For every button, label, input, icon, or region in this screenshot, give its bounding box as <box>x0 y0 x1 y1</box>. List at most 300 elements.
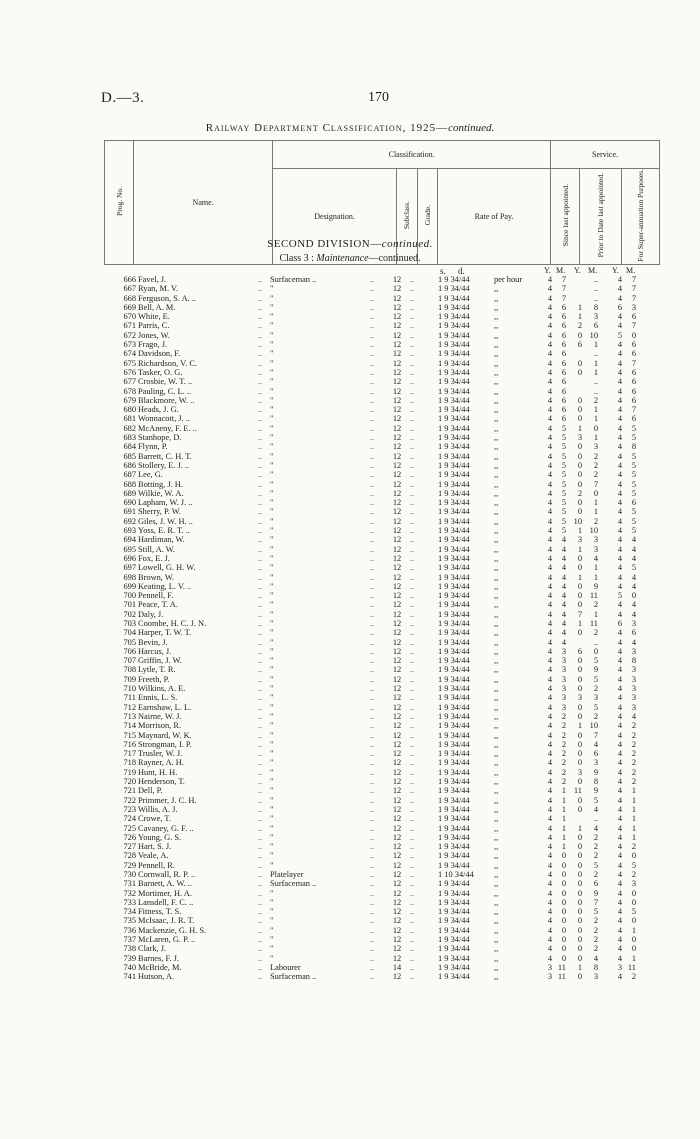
cell-prog-no: 717 <box>123 749 136 759</box>
leader-dots: .. <box>258 451 263 461</box>
cell-prior-years: 1 <box>577 302 582 312</box>
leader-dots: .. <box>410 526 415 536</box>
table-row <box>0 740 700 749</box>
cell-name: Flynn, P. <box>138 442 168 452</box>
cell-rate: 1 9 34/44 <box>438 442 470 452</box>
cell-prog-no: 729 <box>123 860 136 870</box>
cell-since-months: 5 <box>561 488 566 498</box>
cell-name: Hardiman, W. <box>138 535 185 545</box>
table-row <box>0 368 700 377</box>
cell-grade: 12 <box>392 293 402 303</box>
leader-dots: .. <box>258 302 263 312</box>
cell-prog-no: 735 <box>123 916 136 926</box>
cell-since-months: 5 <box>561 460 566 470</box>
cell-rate-per: ,, <box>494 526 499 536</box>
cell-rate: 1 9 34/44 <box>438 321 470 331</box>
leader-dots: .. <box>410 358 415 368</box>
cell-grade: 12 <box>392 479 402 489</box>
cell-designation: " <box>270 312 274 322</box>
cell-rate-per: ,, <box>494 804 499 814</box>
cell-prior-years: 0 <box>577 870 582 879</box>
cell-since-months: 3 <box>561 656 566 666</box>
leader-dots: .. <box>410 581 415 591</box>
cell-rate: 1 9 34/44 <box>438 916 470 926</box>
cell-designation: " <box>270 414 274 424</box>
cell-since-years: 4 <box>547 684 552 694</box>
leader-dots: .. <box>370 414 375 424</box>
cell-name: Willis, A. J. <box>138 804 178 814</box>
cell-prior-years: 0 <box>577 749 582 759</box>
cell-prog-no: 702 <box>123 609 136 619</box>
cell-since-months: 6 <box>561 312 566 322</box>
table-row <box>0 424 700 433</box>
cell-name: Coombe, H. C. J. N. <box>138 618 207 628</box>
cell-designation: " <box>270 935 274 945</box>
leader-dots: .. <box>258 953 263 963</box>
cell-prog-no: 719 <box>123 767 136 777</box>
cell-rate-per: ,, <box>494 423 499 433</box>
cell-rate: 1 9 34/44 <box>438 460 470 470</box>
cell-grade: 12 <box>392 814 402 824</box>
cell-super-months: 6 <box>631 377 636 387</box>
cell-rate: 1 9 34/44 <box>438 386 470 396</box>
cell-rate: 1 9 34/44 <box>438 795 470 805</box>
cell-prior-months: 4 <box>593 553 598 563</box>
table-row <box>0 814 700 823</box>
cell-grade: 12 <box>392 321 402 331</box>
cell-since-years: 4 <box>547 721 552 731</box>
cell-super-years: 4 <box>617 507 622 517</box>
leader-dots: .. <box>410 367 415 377</box>
cell-super-years: 4 <box>617 711 622 721</box>
cell-super-months: 3 <box>631 618 636 628</box>
cell-since-years: 4 <box>547 293 552 303</box>
cell-prog-no: 699 <box>123 581 136 591</box>
table-row <box>0 665 700 674</box>
cell-prior-years: 0 <box>577 832 582 842</box>
cell-prog-no: 688 <box>123 479 136 489</box>
cell-super-months: 3 <box>631 665 636 675</box>
leader-dots: .. <box>258 572 263 582</box>
cell-since-years: 4 <box>547 665 552 675</box>
leader-dots: .. <box>258 851 263 861</box>
cell-prog-no: 707 <box>123 656 136 666</box>
cell-prior-months: 2 <box>593 684 598 694</box>
cell-super-years: 4 <box>617 916 622 926</box>
cell-rate-per: per hour <box>494 275 523 284</box>
cell-prior-years: 0 <box>577 442 582 452</box>
cell-prior-months: 2 <box>593 851 598 861</box>
cell-since-years: 4 <box>547 851 552 861</box>
cell-designation: " <box>270 646 274 656</box>
cell-name: Lee, G. <box>138 470 163 480</box>
cell-prior-months: 1 <box>593 367 598 377</box>
leader-dots: .. <box>370 302 375 312</box>
cell-grade: 12 <box>392 944 402 954</box>
leader-dots: .. <box>410 293 415 303</box>
cell-rate: 1 9 34/44 <box>438 377 470 387</box>
leader-dots: .. <box>410 442 415 452</box>
leader-dots: .. <box>370 711 375 721</box>
leader-dots: .. <box>410 609 415 619</box>
cell-super-years: 6 <box>617 302 622 312</box>
leader-dots: .. <box>258 907 263 917</box>
cell-since-months: 4 <box>561 637 566 647</box>
cell-prior-months: 5 <box>593 656 598 666</box>
cell-since-years: 4 <box>547 600 552 610</box>
cell-super-months: 7 <box>631 321 636 331</box>
cell-super-months: 5 <box>631 433 636 443</box>
cell-since-months: 3 <box>561 665 566 675</box>
cell-name: Crowe, T. <box>138 814 171 824</box>
cell-prog-no: 736 <box>123 925 136 935</box>
cell-since-years: 4 <box>547 470 552 480</box>
cell-since-years: 4 <box>547 507 552 517</box>
cell-prior-years: 0 <box>577 925 582 935</box>
cell-since-months: 4 <box>561 600 566 610</box>
cell-designation: " <box>270 684 274 694</box>
cell-rate-per: ,, <box>494 386 499 396</box>
cell-prior-months: 11 <box>589 591 598 601</box>
cell-name: Cornwall, R. P. .. <box>138 870 196 879</box>
cell-since-months: 6 <box>561 377 566 387</box>
cell-rate: 1 9 34/44 <box>438 842 470 852</box>
cell-rate-per: ,, <box>494 600 499 610</box>
cell-super-years: 4 <box>617 405 622 415</box>
cell-rate-per: ,, <box>494 618 499 628</box>
cell-super-months: 6 <box>631 312 636 322</box>
cell-name: Trusler, W. J. <box>138 749 183 759</box>
cell-prior-months: 0 <box>593 646 598 656</box>
cell-super-months: 1 <box>631 804 636 814</box>
cell-prior-years: 0 <box>577 758 582 768</box>
cell-super-years: 4 <box>617 293 622 303</box>
cell-designation: " <box>270 423 274 433</box>
cell-super-months: 5 <box>631 563 636 573</box>
cell-since-months: 0 <box>561 953 566 963</box>
cell-since-years: 4 <box>547 312 552 322</box>
cell-super-months: 2 <box>631 777 636 787</box>
cell-prior-months: 2 <box>593 628 598 638</box>
table-row <box>0 703 700 712</box>
cell-super-years: 4 <box>617 516 622 526</box>
leader-dots: .. <box>410 972 415 982</box>
cell-rate-per: ,, <box>494 330 499 340</box>
cell-prior-months: 1 <box>593 507 598 517</box>
leader-dots: .. <box>370 563 375 573</box>
table-row <box>0 758 700 767</box>
leader-dots: .. <box>370 730 375 740</box>
cell-designation: " <box>270 581 274 591</box>
cell-rate-per: ,, <box>494 925 499 935</box>
cell-since-months: 1 <box>561 842 566 852</box>
staff-list <box>0 275 700 982</box>
cell-name: Harcus, J. <box>138 646 172 656</box>
table-row <box>0 796 700 805</box>
cell-super-years: 4 <box>617 777 622 787</box>
cell-rate: 1 9 34/44 <box>438 349 470 359</box>
cell-grade: 12 <box>392 460 402 470</box>
leader-dots: .. <box>370 702 375 712</box>
cell-name: McBride, M. <box>138 962 182 972</box>
cell-prior-years: 0 <box>577 944 582 954</box>
table-row <box>0 377 700 386</box>
cell-super-months: 6 <box>631 498 636 508</box>
cell-since-years: 4 <box>547 405 552 415</box>
table-row <box>0 359 700 368</box>
leader-dots: .. <box>370 275 375 284</box>
cell-super-years: 4 <box>617 349 622 359</box>
cell-prog-no: 712 <box>123 702 136 712</box>
cell-rate: 1 9 34/44 <box>438 516 470 526</box>
cell-grade: 12 <box>392 665 402 675</box>
cell-name: Cavaney, G. F. .. <box>138 823 194 833</box>
cell-rate: 1 9 34/44 <box>438 702 470 712</box>
cell-designation: " <box>270 804 274 814</box>
cell-grade: 12 <box>392 609 402 619</box>
leader-dots: .. <box>410 451 415 461</box>
leader-dots: .. <box>370 860 375 870</box>
cell-designation: " <box>270 860 274 870</box>
leader-dots: .. <box>370 358 375 368</box>
cell-rate-per: ,, <box>494 786 499 796</box>
cell-since-months: 4 <box>561 618 566 628</box>
leader-dots: .. <box>410 665 415 675</box>
cell-prog-no: 682 <box>123 423 136 433</box>
cell-name: Veale, A. <box>138 851 169 861</box>
cell-super-years: 4 <box>617 907 622 917</box>
leader-dots: .. <box>258 637 263 647</box>
leader-dots: .. <box>258 962 263 972</box>
cell-designation: Platelayer <box>270 870 304 879</box>
cell-prog-no: 733 <box>123 897 136 907</box>
cell-since-years: 4 <box>547 451 552 461</box>
cell-rate-per: ,, <box>494 488 499 498</box>
cell-rate-per: ,, <box>494 972 499 982</box>
cell-super-months: 4 <box>631 581 636 591</box>
cell-name: Strongman, I. P. <box>138 739 192 749</box>
cell-since-years: 4 <box>547 442 552 452</box>
cell-super-years: 4 <box>617 470 622 480</box>
cell-since-months: 3 <box>561 684 566 694</box>
cell-prior-months: 5 <box>593 860 598 870</box>
cell-since-months: 6 <box>561 302 566 312</box>
cell-since-years: 4 <box>547 730 552 740</box>
cell-prior-years: 0 <box>577 972 582 982</box>
table-row <box>0 545 700 554</box>
cell-prior-months: 5 <box>593 674 598 684</box>
cell-prog-no: 710 <box>123 684 136 694</box>
table-row <box>0 628 700 637</box>
cell-rate-per: ,, <box>494 591 499 601</box>
col-since-appointed: Since last appointed. <box>551 169 580 265</box>
cell-prior-years: 0 <box>577 860 582 870</box>
cell-designation: " <box>270 516 274 526</box>
leader-dots: .. <box>370 656 375 666</box>
cell-rate: 1 9 34/44 <box>438 832 470 842</box>
cell-name: Harper, T. W. T. <box>138 628 192 638</box>
cell-prior-years: 0 <box>577 553 582 563</box>
cell-name: Henderson, T. <box>138 777 185 787</box>
cell-prior-months: 2 <box>593 395 598 405</box>
leader-dots: .. <box>410 674 415 684</box>
cell-prior-months: .. <box>593 284 598 294</box>
cell-super-years: 6 <box>617 618 622 628</box>
leader-dots: .. <box>258 488 263 498</box>
leader-dots: .. <box>370 944 375 954</box>
leader-dots: .. <box>370 405 375 415</box>
cell-super-months: 4 <box>631 535 636 545</box>
cell-prior-years: 0 <box>577 563 582 573</box>
leader-dots: .. <box>370 879 375 889</box>
table-row <box>0 842 700 851</box>
leader-dots: .. <box>370 423 375 433</box>
cell-rate-per: ,, <box>494 749 499 759</box>
leader-dots: .. <box>258 535 263 545</box>
cell-rate-per: ,, <box>494 312 499 322</box>
leader-dots: .. <box>370 507 375 517</box>
cell-designation: " <box>270 330 274 340</box>
cell-rate-per: ,, <box>494 321 499 331</box>
cell-rate: 1 9 34/44 <box>438 758 470 768</box>
cell-rate: 1 9 34/44 <box>438 367 470 377</box>
class-title: Class 3 : Maintenance—continued. <box>279 253 421 264</box>
cell-designation: " <box>270 786 274 796</box>
table-row <box>0 414 700 423</box>
cell-rate-per: ,, <box>494 721 499 731</box>
cell-super-years: 4 <box>617 367 622 377</box>
cell-since-months: 4 <box>561 544 566 554</box>
leader-dots: .. <box>410 721 415 731</box>
cell-since-years: 4 <box>547 897 552 907</box>
cell-super-years: 4 <box>617 823 622 833</box>
leader-dots: .. <box>410 423 415 433</box>
cell-rate: 1 9 34/44 <box>438 526 470 536</box>
cell-since-years: 4 <box>547 832 552 842</box>
cell-prior-years: 0 <box>577 591 582 601</box>
cell-super-years: 4 <box>617 767 622 777</box>
cell-name: Crosbie, W. T. .. <box>138 377 193 387</box>
cell-designation: " <box>270 609 274 619</box>
leader-dots: .. <box>258 888 263 898</box>
cell-rate: 1 9 34/44 <box>438 358 470 368</box>
table-row <box>0 563 700 572</box>
col-service: Service. <box>551 141 660 169</box>
cell-name: Mackenzie, G. H. S. <box>138 925 207 935</box>
cell-grade: 12 <box>392 777 402 787</box>
table-row <box>0 926 700 935</box>
cell-rate-per: ,, <box>494 553 499 563</box>
cell-super-years: 4 <box>617 684 622 694</box>
cell-designation: " <box>270 470 274 480</box>
cell-prog-no: 683 <box>123 433 136 443</box>
cell-rate-per: ,, <box>494 953 499 963</box>
leader-dots: .. <box>258 665 263 675</box>
cell-rate: 1 9 34/44 <box>438 851 470 861</box>
cell-prior-months: 1 <box>593 572 598 582</box>
leader-dots: .. <box>258 386 263 396</box>
cell-super-months: 5 <box>631 451 636 461</box>
cell-super-months: 6 <box>631 340 636 350</box>
table-row <box>0 554 700 563</box>
cell-prior-years: 0 <box>577 330 582 340</box>
cell-rate: 1 9 34/44 <box>438 693 470 703</box>
cell-rate-per: ,, <box>494 479 499 489</box>
table-row <box>0 935 700 944</box>
cell-super-years: 4 <box>617 312 622 322</box>
cell-super-years: 4 <box>617 656 622 666</box>
cell-prog-no: 679 <box>123 395 136 405</box>
cell-rate: 1 9 34/44 <box>438 312 470 322</box>
cell-grade: 12 <box>392 377 402 387</box>
leader-dots: .. <box>258 275 263 284</box>
leader-dots: .. <box>370 526 375 536</box>
cell-rate: 1 9 34/44 <box>438 767 470 777</box>
cell-prior-months: 4 <box>593 823 598 833</box>
cell-grade: 12 <box>392 749 402 759</box>
cell-name: Lansdell, F. C. .. <box>138 897 194 907</box>
cell-since-months: 0 <box>561 851 566 861</box>
cell-prior-years: 0 <box>577 730 582 740</box>
cell-rate-per: ,, <box>494 916 499 926</box>
cell-designation: " <box>270 721 274 731</box>
leader-dots: .. <box>410 572 415 582</box>
cell-since-months: 5 <box>561 516 566 526</box>
leader-dots: .. <box>410 386 415 396</box>
cell-since-years: 4 <box>547 842 552 852</box>
leader-dots: .. <box>258 879 263 889</box>
leader-dots: .. <box>258 284 263 294</box>
leader-dots: .. <box>258 702 263 712</box>
cell-prog-no: 686 <box>123 460 136 470</box>
cell-since-years: 4 <box>547 544 552 554</box>
cell-rate: 1 9 34/44 <box>438 563 470 573</box>
cell-super-years: 4 <box>617 730 622 740</box>
leader-dots: .. <box>410 498 415 508</box>
leader-dots: .. <box>370 888 375 898</box>
cell-super-years: 5 <box>617 330 622 340</box>
cell-rate: 1 9 34/44 <box>438 739 470 749</box>
cell-since-years: 4 <box>547 581 552 591</box>
cell-prior-years: 0 <box>577 804 582 814</box>
cell-since-years: 4 <box>547 786 552 796</box>
leader-dots: .. <box>258 767 263 777</box>
cell-grade: 12 <box>392 535 402 545</box>
cell-prior-months: 6 <box>593 749 598 759</box>
cell-since-months: 0 <box>561 916 566 926</box>
leader-dots: .. <box>370 591 375 601</box>
cell-designation: " <box>270 916 274 926</box>
cell-since-months: 1 <box>561 814 566 824</box>
cell-grade: 12 <box>392 972 402 982</box>
cell-designation: " <box>270 758 274 768</box>
leader-dots: .. <box>410 479 415 489</box>
cell-super-months: 3 <box>631 693 636 703</box>
table-row <box>0 498 700 507</box>
document-code: D.—3. <box>101 90 145 106</box>
leader-dots: .. <box>410 470 415 480</box>
cell-prior-months: 9 <box>593 665 598 675</box>
cell-grade: 12 <box>392 842 402 852</box>
cell-rate: 1 9 34/44 <box>438 470 470 480</box>
cell-prior-months: 3 <box>593 312 598 322</box>
cell-prog-no: 716 <box>123 739 136 749</box>
cell-rate: 1 9 34/44 <box>438 340 470 350</box>
cell-prior-months: 1 <box>593 563 598 573</box>
cell-grade: 12 <box>392 600 402 610</box>
cell-rate: 1 9 34/44 <box>438 721 470 731</box>
leader-dots: .. <box>258 423 263 433</box>
